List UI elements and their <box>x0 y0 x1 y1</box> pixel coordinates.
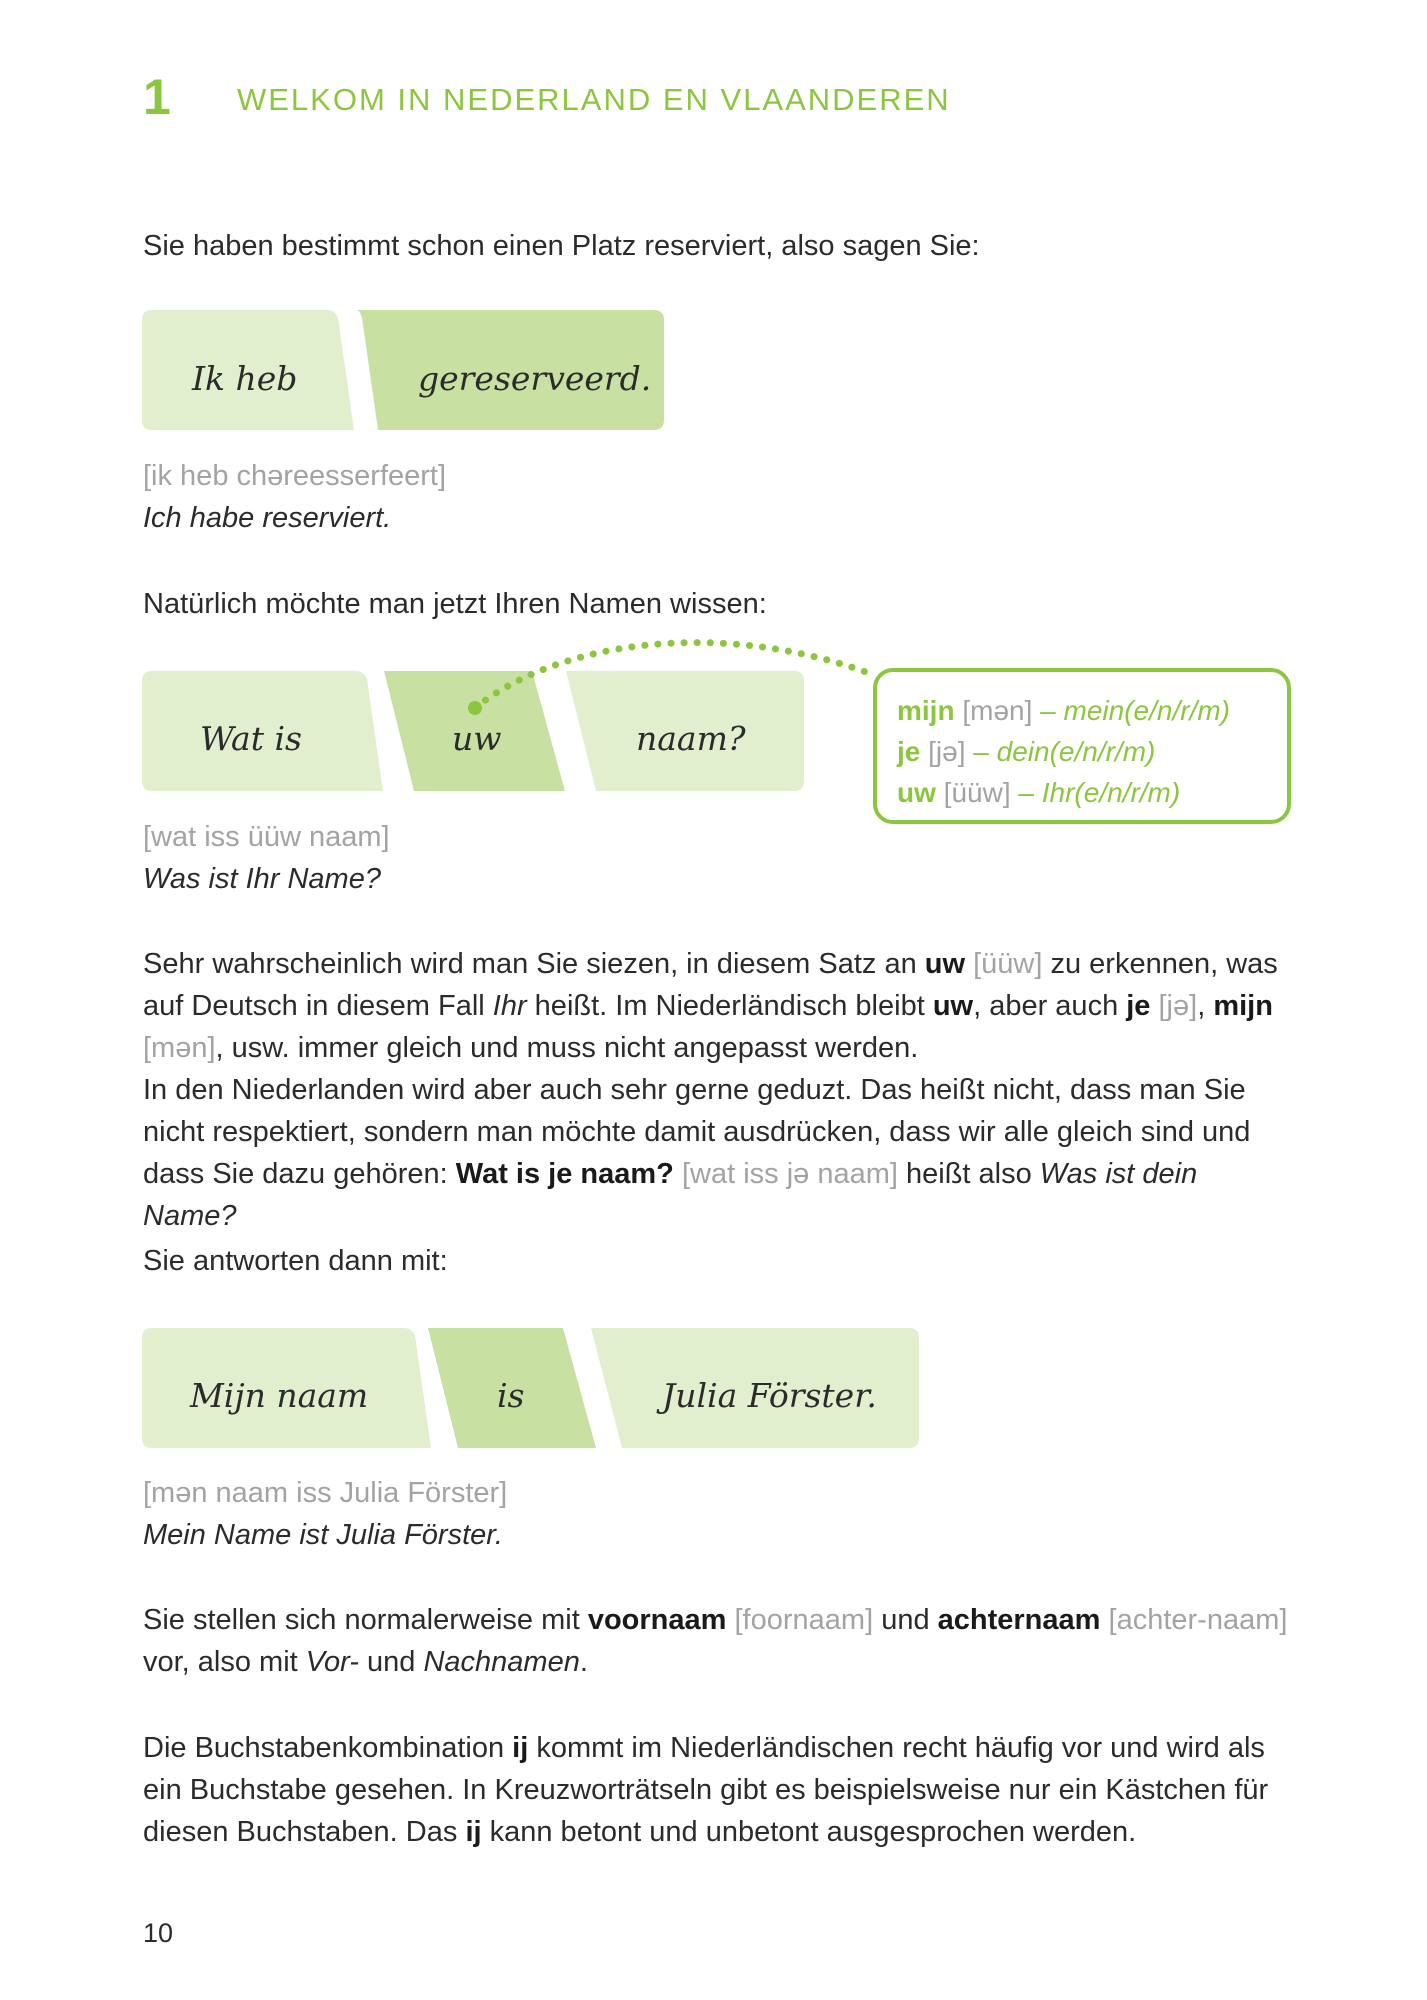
tile-text-gereserveerd: gereserveerd. <box>418 359 652 398</box>
translation-2: Was ist Ihr Name? <box>143 863 381 895</box>
tile-text-wat-is: Wat is <box>200 719 302 758</box>
pronoun-line-je: je [jə] – dein(e/n/r/m) <box>897 736 1156 767</box>
pronoun-box <box>873 668 1291 824</box>
pronunciation-3: [mən naam iss Julia Förster] <box>143 1477 508 1509</box>
tile-text-julia-forster: Julia Förster. <box>662 1376 877 1415</box>
tile-text-ik-heb: Ik heb <box>192 359 298 398</box>
chapter-number: 1 <box>143 69 171 125</box>
intro-text-2: Natürlich möchte man jetzt Ihren Namen wissen: <box>143 588 767 620</box>
page-number: 10 <box>143 1918 174 1948</box>
paragraph-siezen-duzen: Sehr wahrscheinlich wird man Sie siezen, in diesem Satz an uw [üüw] zu erkennen, was auf Deutsch in diesem Fall Ihr heißt. Im Niederländisch bleibt uw, aber auch je [jə], mijn [mən], usw. immer gleich und muss nicht angepasst werden. In den Niederlanden wird aber auch sehr gerne geduzt. Das heißt nicht, dass man Sie nicht respektiert, sondern man möchte damit ausdrücken, dass wir alle gleich sind und dass Sie dazu gehören: Wat is je naam? [wat iss jə naam] heißt also Was ist dein Name? <box>143 948 1278 1232</box>
paragraph-voornaam: Sie stellen sich normalerweise mit voornaam [foornaam] und achternaam [achter-naam] vor, also mit Vor- und Nachnamen. <box>143 1604 1288 1678</box>
tile-text-mijn-naam: Mijn naam <box>190 1376 369 1415</box>
pronoun-line-uw: uw [üüw] – Ihr(e/n/r/m) <box>897 777 1181 808</box>
intro-text-3: Sie antworten dann mit: <box>143 1245 448 1277</box>
intro-text-1: Sie haben bestimmt schon einen Platz reserviert, also sagen Sie: <box>143 230 980 262</box>
pronunciation-2: [wat iss üüw naam] <box>143 821 390 853</box>
tile-text-naam: naam? <box>636 719 746 758</box>
translation-1: Ich habe reserviert. <box>143 502 392 534</box>
tile-text-is: is <box>497 1376 525 1415</box>
paragraph-ij: Die Buchstabenkombination ij kommt im Niederländischen recht häufig vor und wird als ein Buchstabe gesehen. In Kreuzworträtseln gibt es beispielsweise nur ein Kästchen für diesen Buchstaben. Das ij kann betont und unbetont ausgesprochen werden. <box>143 1732 1269 1848</box>
tile-text-uw: uw <box>452 719 502 758</box>
translation-3: Mein Name ist Julia Förster. <box>143 1519 503 1551</box>
pronoun-line-mijn: mijn [mən] – mein(e/n/r/m) <box>897 695 1230 726</box>
pronunciation-1: [ik heb chəreesserfeert] <box>143 460 447 492</box>
chapter-title: WELKOM IN NEDERLAND EN VLAANDEREN <box>237 82 951 117</box>
